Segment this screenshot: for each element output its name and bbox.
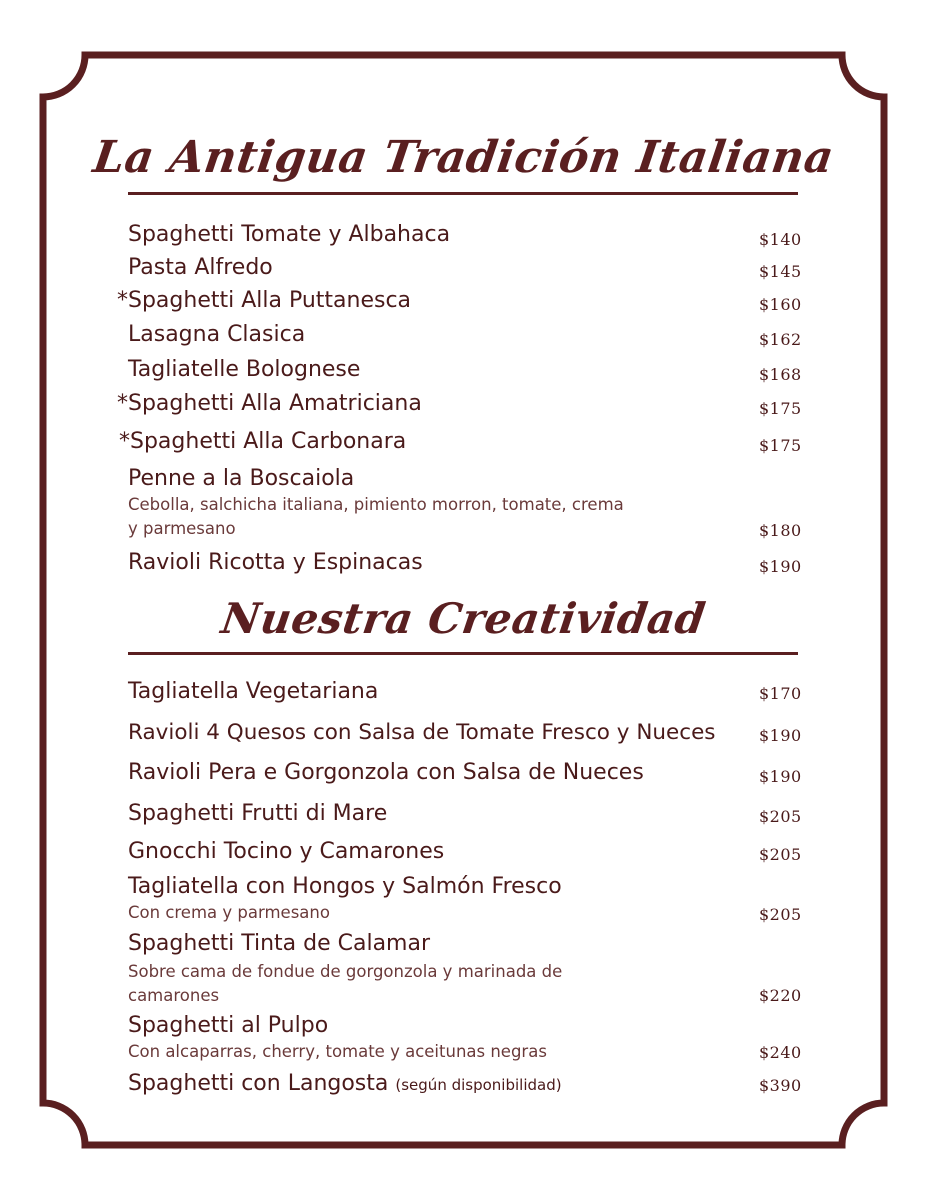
menu-item-description: Con alcaparras, cherry, tomate y aceitunas negras — [128, 1042, 547, 1061]
menu-item-name: Spaghetti Tinta de Calamar — [128, 931, 431, 956]
menu-item-price: $190 — [759, 767, 802, 786]
menu-item-name: Lasagna Clasica — [128, 322, 306, 347]
menu-item-name: *Spaghetti Alla Amatriciana — [117, 391, 422, 416]
menu-item-description: Sobre cama de fondue de gorgonzola y marinada de — [128, 962, 563, 981]
menu-item-description: Cebolla, salchicha italiana, pimiento morron, tomate, crema — [128, 495, 624, 514]
menu-item-price: $145 — [759, 262, 802, 281]
menu-item-name: Ravioli 4 Quesos con Salsa de Tomate Fresco y Nueces — [128, 720, 716, 745]
menu-item-description: Con crema y parmesano — [128, 903, 330, 922]
menu-item-price: $168 — [759, 365, 802, 384]
menu-item-name: Spaghetti Tomate y Albahaca — [128, 222, 451, 247]
menu-item-name: Spaghetti Frutti di Mare — [128, 801, 388, 826]
menu-item-name: Tagliatella Vegetariana — [128, 679, 379, 704]
menu-item-price: $160 — [759, 295, 802, 314]
menu-item-price: $190 — [759, 726, 802, 745]
menu-item-price: $240 — [759, 1043, 802, 1062]
menu-item-price: $180 — [759, 521, 802, 540]
menu-item-name: Spaghetti al Pulpo — [128, 1013, 329, 1038]
menu-item-name: Tagliatella con Hongos y Salmón Fresco — [128, 874, 562, 899]
menu-item-name — [128, 1071, 562, 1096]
menu-item-name-text: Spaghetti con Langosta — [128, 1071, 389, 1096]
menu-item-name: Penne a la Boscaiola — [128, 466, 355, 491]
menu-item-price: $205 — [759, 905, 802, 924]
menu-item-name: *Spaghetti Alla Puttanesca — [117, 288, 412, 313]
menu-item-name: Ravioli Ricotta y Espinacas — [128, 550, 423, 575]
menu-item-name: Tagliatelle Bolognese — [128, 357, 361, 382]
menu-item-price: $205 — [759, 807, 802, 826]
menu-item-price: $162 — [759, 330, 802, 349]
section-title-creatividad: Nuestra Creatividad — [218, 594, 709, 643]
menu-item-description: y parmesano — [128, 519, 236, 538]
menu-item-price: $205 — [759, 845, 802, 864]
availability-note: (según disponibilidad) — [395, 1076, 562, 1094]
menu-item-price: $175 — [759, 399, 802, 418]
menu-item-price: $220 — [759, 986, 802, 1005]
section-divider — [128, 652, 798, 655]
section-divider — [128, 192, 798, 195]
menu-item-description: camarones — [128, 986, 220, 1005]
menu-item-price: $390 — [759, 1076, 802, 1095]
menu-item-name: Pasta Alfredo — [128, 255, 273, 280]
menu-item-price: $190 — [759, 557, 802, 576]
section-title-tradicion: La Antigua Tradición Italiana — [90, 132, 837, 183]
menu-item-price: $170 — [759, 684, 802, 703]
menu-item-name: Ravioli Pera e Gorgonzola con Salsa de Nueces — [128, 760, 644, 785]
menu-item-price: $175 — [759, 436, 802, 455]
menu-item-price: $140 — [759, 230, 802, 249]
menu-item-name: Gnocchi Tocino y Camarones — [128, 839, 445, 864]
menu-item-name: *Spaghetti Alla Carbonara — [119, 429, 407, 454]
